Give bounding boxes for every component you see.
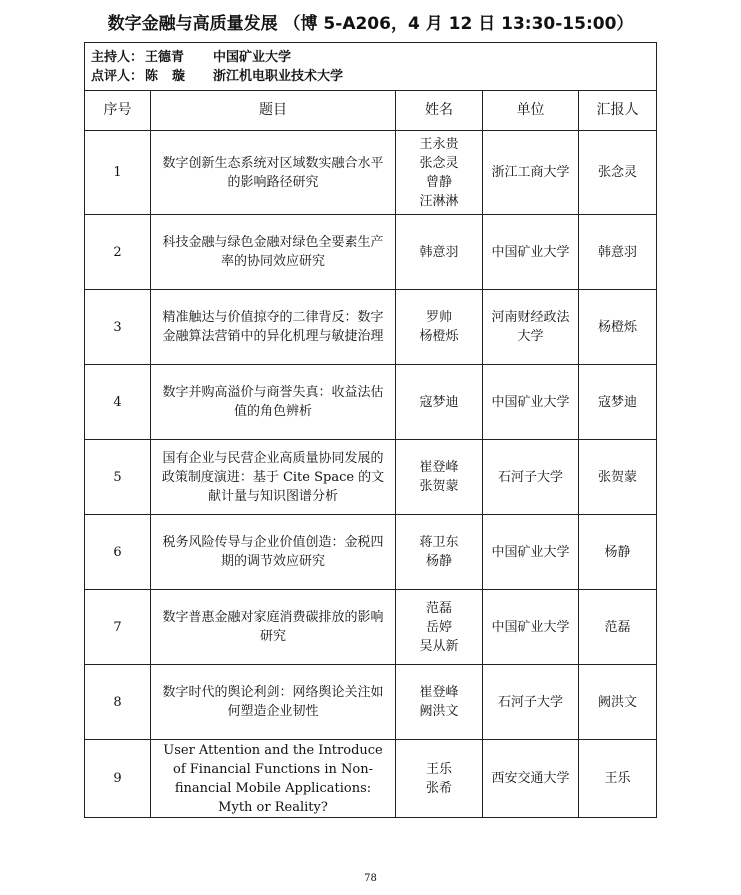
row-org: 石河子大学 [483, 440, 579, 515]
author-name: 王永贵 [419, 136, 459, 152]
author-name: 吴从新 [419, 638, 459, 654]
author-name: 杨静 [425, 554, 452, 569]
reviewer-name: 陈璇 [145, 68, 200, 84]
row-presenter: 阙洪文 [579, 665, 657, 740]
author-name: 杨橙烁 [419, 329, 459, 344]
author-name: 范磊 [425, 600, 452, 616]
author-name: 蒋卫东 [419, 535, 459, 550]
row-title: 精准触达与价值掠夺的二律背反：数字金融算法营销中的异化机理与敏捷治理 [151, 290, 396, 365]
col-header-org: 单位 [483, 91, 579, 131]
reviewer-label: 点评人： [91, 68, 144, 84]
row-authors [396, 740, 483, 818]
row-org: 中国矿业大学 [483, 365, 579, 440]
row-title: 数字并购高溢价与商誉失真：收益法估值的角色辨析 [151, 365, 396, 440]
row-authors [396, 290, 483, 365]
row-title: User Attention and the Introduce of Financial Functions in Non-financial Mobile Applications: Myth or Reality? [151, 740, 396, 818]
row-number: 8 [85, 665, 151, 740]
row-org: 河南财经政法大学 [483, 290, 579, 365]
row-title: 数字时代的舆论利剑：网络舆论关注如何塑造企业韧性 [151, 665, 396, 740]
row-presenter: 范磊 [579, 590, 657, 665]
author-name: 寇梦迪 [419, 394, 459, 410]
row-presenter: 王乐 [579, 740, 657, 818]
chair-name: 王德青 [145, 49, 185, 65]
row-number: 2 [85, 215, 151, 290]
row-number: 9 [85, 740, 151, 818]
col-header-presenter: 汇报人 [579, 91, 657, 131]
table-row [85, 131, 657, 215]
author-name: 张念灵 [419, 155, 459, 171]
row-title: 数字创新生态系统对区域数实融合水平的影响路径研究 [151, 131, 396, 215]
row-number: 7 [85, 590, 151, 665]
author-name: 张希 [425, 780, 452, 796]
page-title: 数字金融与高质量发展 （博 5-A206，4 月 12 日 13:30-15:00） [107, 14, 634, 34]
author-name: 王乐 [425, 761, 452, 777]
row-authors [396, 365, 483, 440]
row-authors [396, 590, 483, 665]
col-header-no: 序号 [85, 91, 151, 131]
author-name: 阙洪文 [419, 704, 459, 719]
col-header-names: 姓名 [396, 91, 483, 131]
author-name: 崔登峰 [419, 685, 459, 700]
row-presenter: 张贺蒙 [579, 440, 657, 515]
table-row [85, 215, 657, 290]
author-name: 韩意羽 [419, 244, 459, 260]
row-number: 1 [85, 131, 151, 215]
row-presenter: 寇梦迪 [579, 365, 657, 440]
row-number: 4 [85, 365, 151, 440]
row-org: 西安交通大学 [483, 740, 579, 818]
row-org: 石河子大学 [483, 665, 579, 740]
row-org: 中国矿业大学 [483, 590, 579, 665]
col-header-title: 题目 [151, 91, 396, 131]
row-title: 国有企业与民营企业高质量协同发展的政策制度演进：基于 Cite Space 的文献计量与知识图谱分析 [151, 440, 396, 515]
row-authors [396, 440, 483, 515]
table-row [85, 290, 657, 365]
table-row [85, 740, 657, 818]
author-name: 崔登峰 [419, 460, 459, 475]
table-row [85, 515, 657, 590]
table-row [85, 590, 657, 665]
reviewer-org: 浙江机电职业技术大学 [213, 68, 344, 84]
table-row [85, 665, 657, 740]
row-presenter: 杨橙烁 [579, 290, 657, 365]
table-row [85, 365, 657, 440]
row-presenter: 韩意羽 [579, 215, 657, 290]
row-authors [396, 665, 483, 740]
row-number: 6 [85, 515, 151, 590]
row-title: 数字普惠金融对家庭消费碳排放的影响研究 [151, 590, 396, 665]
row-number: 5 [85, 440, 151, 515]
chair-label: 主持人： [91, 49, 144, 65]
row-authors [396, 515, 483, 590]
schedule-table [84, 42, 657, 818]
row-title: 税务风险传导与企业价值创造：金税四期的调节效应研究 [151, 515, 396, 590]
author-name: 曾静 [425, 174, 452, 190]
author-name: 罗帅 [425, 310, 452, 325]
row-presenter: 杨静 [579, 515, 657, 590]
host-row [85, 43, 657, 91]
chair-org: 中国矿业大学 [213, 49, 292, 65]
row-org: 中国矿业大学 [483, 515, 579, 590]
header-row [85, 91, 657, 131]
row-presenter: 张念灵 [579, 131, 657, 215]
row-authors [396, 215, 483, 290]
row-authors [396, 131, 483, 215]
author-name: 岳婷 [425, 619, 452, 635]
row-org: 浙江工商大学 [483, 131, 579, 215]
host-cell [85, 43, 657, 91]
page-number: 78 [364, 873, 377, 884]
author-name: 张贺蒙 [419, 479, 459, 494]
table-row [85, 440, 657, 515]
row-number: 3 [85, 290, 151, 365]
row-title: 科技金融与绿色金融对绿色全要素生产率的协同效应研究 [151, 215, 396, 290]
row-org: 中国矿业大学 [483, 215, 579, 290]
author-name: 汪淋淋 [419, 193, 459, 209]
